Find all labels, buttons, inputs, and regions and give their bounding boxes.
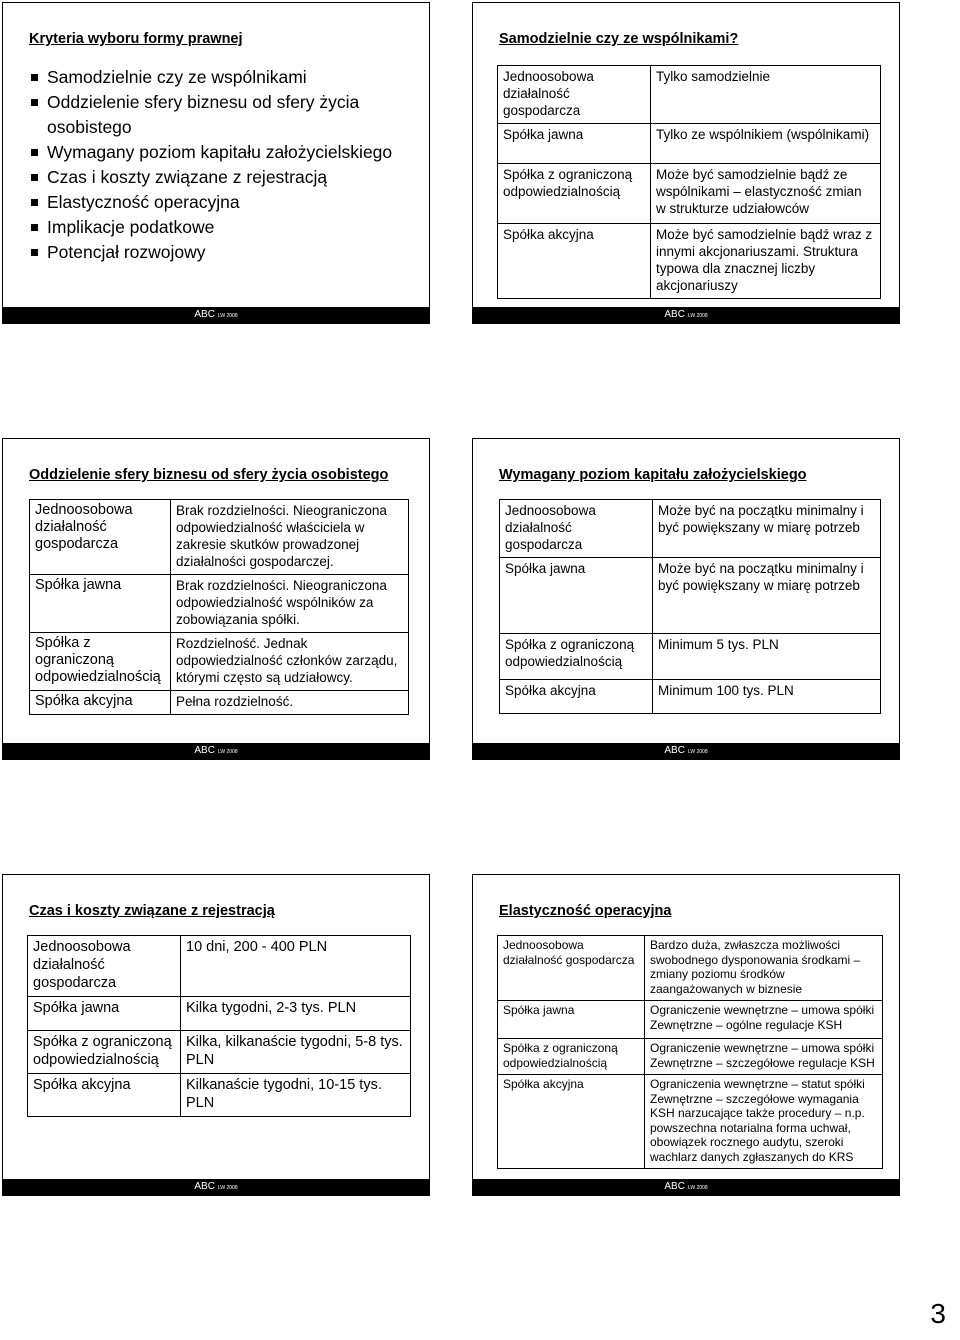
- table-cell: Tylko samodzielnie: [651, 66, 881, 124]
- table-cell: Ograniczenia wewnętrzne – statut spółki Zewnętrzne – szczegółowe wymagania KSH narzucające także procedury – n.p. powszechna notarialna forma uchwał, obowiązek rocznego audytu, szeroki wachlarz danych zgłaszanych do KRS: [645, 1075, 883, 1169]
- table-cell: Spółka akcyjna: [500, 680, 653, 714]
- table-cell: Może być na początku minimalny i być powiększany w miarę potrzeb: [653, 558, 881, 634]
- footer-small: LW 2008: [687, 1185, 708, 1191]
- table-cell: Spółka jawna: [30, 575, 171, 633]
- footer-small: LW 2008: [687, 313, 708, 319]
- table-cell: Jednoosobowa działalność gospodarcza: [30, 500, 171, 575]
- table-row: [498, 1075, 883, 1169]
- list-item: Implikacje podatkowe: [29, 215, 409, 240]
- table-cell: Spółka z ograniczoną odpowiedzialnością: [30, 633, 171, 691]
- table-cell: Spółka jawna: [498, 1001, 645, 1039]
- table-cell: Jednoosobowa działalność gospodarcza: [498, 66, 651, 124]
- footer-small: LW 2008: [217, 313, 238, 319]
- table-cell: Brak rozdzielności. Nieograniczona odpowiedzialność wspólników za zobowiązania spółki.: [171, 575, 409, 633]
- table-row: [28, 1031, 411, 1074]
- table-cell: 10 dni, 200 - 400 PLN: [181, 936, 411, 997]
- table-cell: Spółka jawna: [498, 124, 651, 164]
- list-item: Elastyczność operacyjna: [29, 190, 409, 215]
- table-row: [500, 680, 881, 714]
- comparison-table: [27, 935, 411, 1117]
- table-cell: Jednoosobowa działalność gospodarcza: [28, 936, 181, 997]
- slide-title: Wymagany poziom kapitału założycielskiego: [499, 467, 807, 483]
- slide-registration: [2, 874, 430, 1196]
- slide-footer: [473, 307, 899, 323]
- table-cell: Spółka z ograniczoną odpowiedzialnością: [498, 164, 651, 224]
- table-row: [500, 500, 881, 558]
- table-cell: Tylko ze wspólnikiem (wspólnikami): [651, 124, 881, 164]
- table-cell: Jednoosobowa działalność gospodarcza: [500, 500, 653, 558]
- comparison-table: [499, 499, 881, 714]
- footer-label: ABC: [664, 309, 685, 320]
- table-cell: Spółka z ograniczoną odpowiedzialnością: [28, 1031, 181, 1074]
- slide-title: Elastyczność operacyjna: [499, 903, 672, 919]
- table-cell: Minimum 100 tys. PLN: [653, 680, 881, 714]
- table-cell: Jednoosobowa działalność gospodarcza: [498, 936, 645, 1001]
- slide-alone-or-partners: [472, 2, 900, 324]
- table-cell: Rozdzielność. Jednak odpowiedzialność członków zarządu, którymi często są udziałowcy.: [171, 633, 409, 691]
- slide-title: Samodzielnie czy ze wspólnikami?: [499, 31, 739, 47]
- table-row: [28, 936, 411, 997]
- table-cell: Kilkanaście tygodni, 10-15 tys. PLN: [181, 1074, 411, 1117]
- table-cell: Spółka z ograniczoną odpowiedzialnością: [500, 634, 653, 680]
- slide-title: Czas i koszty związane z rejestracją: [29, 903, 275, 919]
- table-cell: Spółka jawna: [500, 558, 653, 634]
- table-cell: Może być na początku minimalny i być powiększany w miarę potrzeb: [653, 500, 881, 558]
- table-row: [498, 124, 881, 164]
- footer-small: LW 2008: [217, 749, 238, 755]
- slide-separation: [2, 438, 430, 760]
- footer-label: ABC: [664, 745, 685, 756]
- table-cell: Brak rozdzielności. Nieograniczona odpowiedzialność właściciela w zakresie skutków prowadzonej działalności gospodarczej.: [171, 500, 409, 575]
- table-row: [30, 691, 409, 715]
- table-cell: Spółka z ograniczoną odpowiedzialnością: [498, 1039, 645, 1075]
- criteria-list: [29, 65, 409, 265]
- table-cell: Pełna rozdzielność.: [171, 691, 409, 715]
- slide-footer: [473, 1179, 899, 1195]
- table-cell: Spółka akcyjna: [30, 691, 171, 715]
- slide-title: Kryteria wyboru formy prawnej: [29, 31, 243, 47]
- page-number: 3: [930, 1298, 946, 1329]
- table-row: [28, 997, 411, 1031]
- footer-label: ABC: [194, 1181, 215, 1192]
- table-cell: Ograniczenie wewnętrzne – umowa spółki Zewnętrzne – ogólne regulacje KSH: [645, 1001, 883, 1039]
- table-row: [30, 633, 409, 691]
- slide-capital: [472, 438, 900, 760]
- comparison-table: [29, 499, 409, 715]
- table-cell: Bardzo duża, zwłaszcza możliwości swobodnego dysponowania środkami – zmiany poziomu środków zaangażowanych w biznesie: [645, 936, 883, 1001]
- table-cell: Ograniczenie wewnętrzne – umowa spółki Zewnętrzne – szczegółowe regulacje KSH: [645, 1039, 883, 1075]
- table-row: [498, 164, 881, 224]
- footer-label: ABC: [194, 309, 215, 320]
- list-item: Samodzielnie czy ze wspólnikami: [29, 65, 409, 90]
- table-row: [30, 500, 409, 575]
- table-row: [28, 1074, 411, 1117]
- slide-criteria: [2, 2, 430, 324]
- list-item: Czas i koszty związane z rejestracją: [29, 165, 409, 190]
- footer-small: LW 2008: [217, 1185, 238, 1191]
- table-row: [498, 936, 883, 1001]
- table-cell: Spółka akcyjna: [498, 1075, 645, 1169]
- table-row: [498, 66, 881, 124]
- slide-flexibility: [472, 874, 900, 1196]
- slide-footer: [3, 307, 429, 323]
- table-cell: Minimum 5 tys. PLN: [653, 634, 881, 680]
- table-cell: Kilka tygodni, 2-3 tys. PLN: [181, 997, 411, 1031]
- slide-footer: [3, 743, 429, 759]
- slide-footer: [473, 743, 899, 759]
- comparison-table: [497, 935, 883, 1169]
- slide-footer: [3, 1179, 429, 1195]
- list-item: Wymagany poziom kapitału założycielskiego: [29, 140, 409, 165]
- table-row: [498, 224, 881, 299]
- table-row: [500, 558, 881, 634]
- footer-small: LW 2008: [687, 749, 708, 755]
- table-row: [498, 1001, 883, 1039]
- table-cell: Spółka akcyjna: [28, 1074, 181, 1117]
- table-cell: Może być samodzielnie bądź ze wspólnikami – elastyczność zmian w strukturze udziałowców: [651, 164, 881, 224]
- table-row: [498, 1039, 883, 1075]
- comparison-table: [497, 65, 881, 299]
- table-row: [500, 634, 881, 680]
- table-row: [30, 575, 409, 633]
- list-item: Potencjał rozwojowy: [29, 240, 409, 265]
- table-cell: Kilka, kilkanaście tygodni, 5-8 tys. PLN: [181, 1031, 411, 1074]
- table-cell: Spółka jawna: [28, 997, 181, 1031]
- list-item: Oddzielenie sfery biznesu od sfery życia osobistego: [29, 90, 409, 140]
- table-cell: Może być samodzielnie bądź wraz z innymi akcjonariuszami. Struktura typowa dla znacznej liczby akcjonariuszy: [651, 224, 881, 299]
- table-cell: Spółka akcyjna: [498, 224, 651, 299]
- footer-label: ABC: [664, 1181, 685, 1192]
- footer-label: ABC: [194, 745, 215, 756]
- slide-title: Oddzielenie sfery biznesu od sfery życia osobistego: [29, 467, 389, 483]
